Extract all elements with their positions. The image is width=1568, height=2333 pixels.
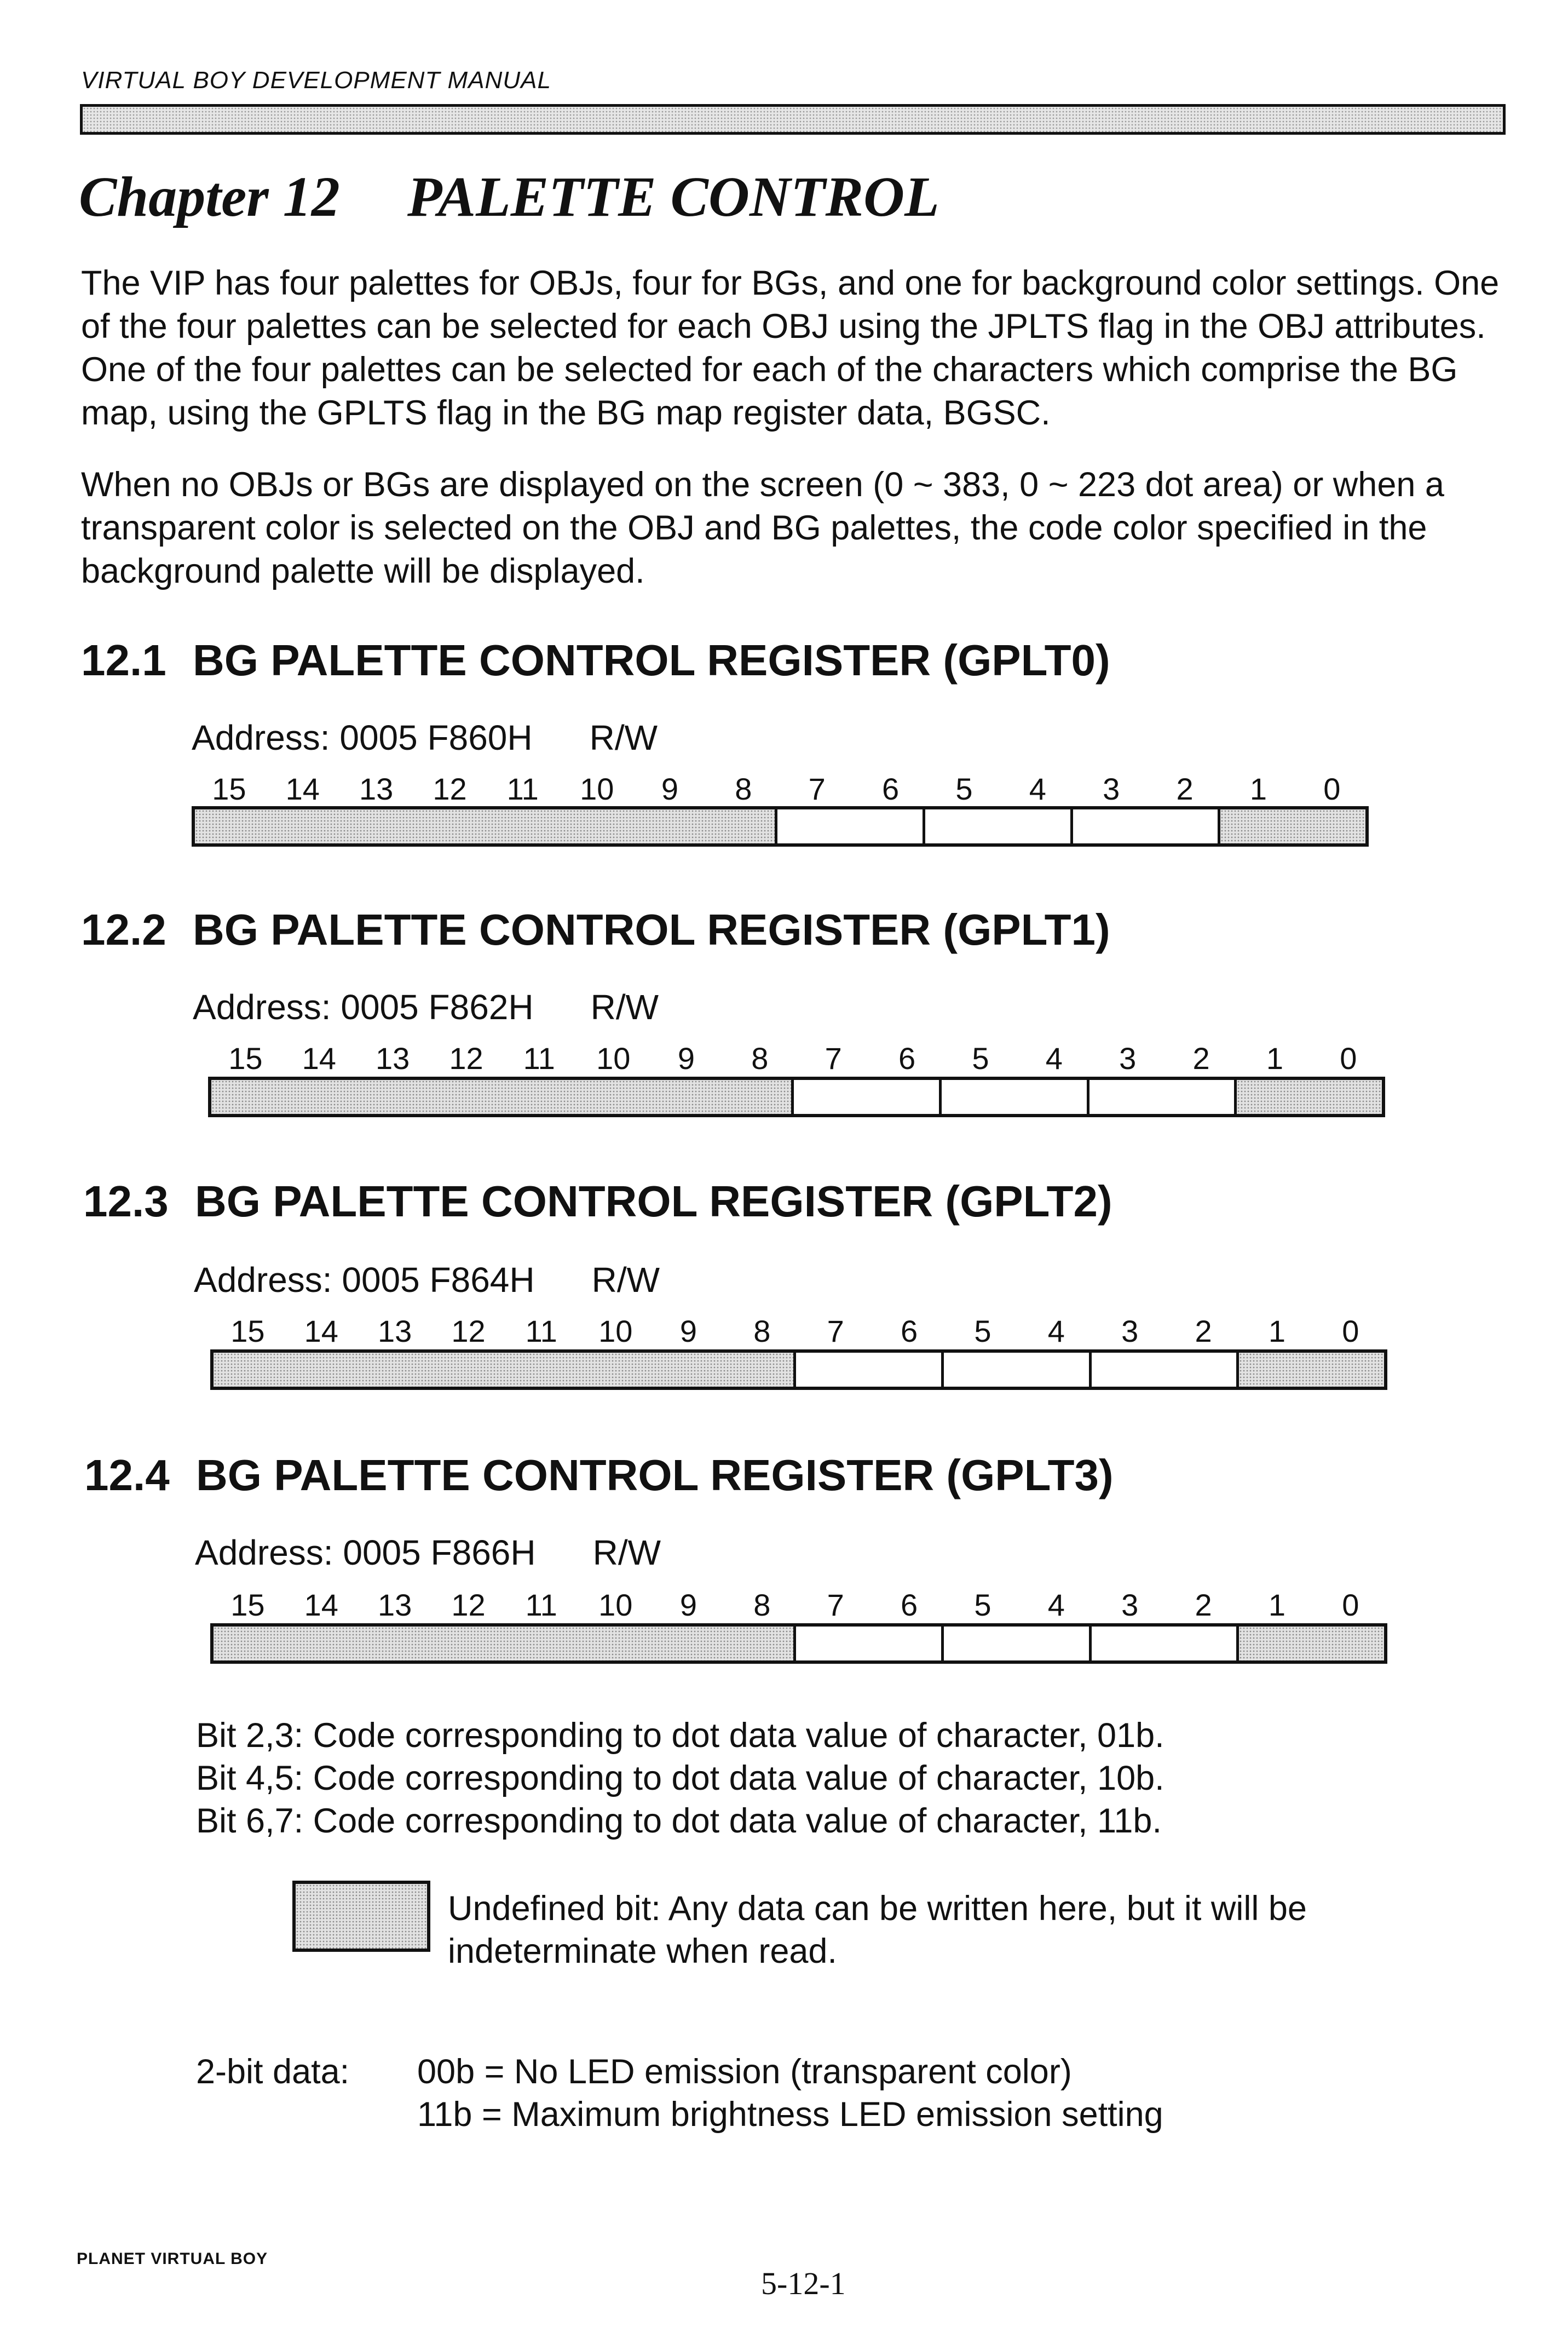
undefined-bits-15-8 <box>195 809 775 843</box>
bits-5-4-field <box>941 1353 1089 1387</box>
register-address <box>194 1260 660 1300</box>
bit-number: 5 <box>974 1314 991 1348</box>
register-diagram <box>192 806 1369 847</box>
bit-number: 10 <box>580 772 614 806</box>
bit-number: 2 <box>1195 1588 1212 1622</box>
bit-number: 13 <box>375 1041 410 1076</box>
bit-number: 0 <box>1342 1314 1359 1348</box>
bit-number: 13 <box>377 1588 412 1622</box>
bit-number: 0 <box>1342 1588 1359 1622</box>
register-diagram <box>210 1623 1387 1664</box>
bit-number: 7 <box>825 1041 842 1076</box>
bit-number-row <box>210 1313 1387 1346</box>
bit-number: 11 <box>523 1041 555 1076</box>
bit-number: 11 <box>525 1588 557 1622</box>
bit-number: 0 <box>1323 772 1341 806</box>
bit-number: 6 <box>881 772 900 806</box>
section-title: BG PALETTE CONTROL REGISTER (GPLT2) <box>195 1177 1112 1226</box>
intro-paragraph-1: The VIP has four palettes for OBJs, four for BGs, and one for background color settings. One of the four palettes can be selected for each OBJ using the JPLTS flag in the OBJ attributes. One of the four palettes can be selected for each of the characters which comprise the BG map, using the GPLTS flag in the BG map register data, BGSC. <box>81 264 1500 432</box>
bit-number: 9 <box>679 1314 697 1348</box>
bit-number: 5 <box>974 1588 991 1622</box>
bit-number: 7 <box>808 772 826 806</box>
bit-number: 1 <box>1268 1314 1286 1348</box>
bits-3-2-field <box>1089 1353 1237 1387</box>
access-mode: R/W <box>592 1533 661 1572</box>
bits-5-4-field <box>923 809 1070 843</box>
chapter-number: Chapter 12 <box>79 165 340 228</box>
bit-number: 10 <box>596 1041 631 1076</box>
bit-number: 10 <box>598 1314 633 1348</box>
bit-number: 15 <box>228 1041 263 1076</box>
chapter-title: PALETTE CONTROL <box>407 165 939 228</box>
address-value: Address: 0005 F864H <box>194 1260 535 1300</box>
access-mode: R/W <box>591 1260 660 1300</box>
bits-5-4-field <box>941 1627 1089 1660</box>
bit-number: 12 <box>451 1588 486 1622</box>
bit-number: 7 <box>827 1588 844 1622</box>
bits-7-6-field <box>791 1080 939 1114</box>
bit-number: 14 <box>285 772 320 806</box>
bit-number: 9 <box>679 1588 697 1622</box>
bit-number: 11 <box>525 1314 557 1348</box>
section-number: 12.3 <box>83 1177 169 1226</box>
bits-7-6-field <box>793 1353 941 1387</box>
bit-number: 1 <box>1266 1041 1284 1076</box>
bit-number: 6 <box>900 1588 918 1622</box>
bit-number: 0 <box>1340 1041 1357 1076</box>
header-rule <box>80 104 1506 135</box>
bit-number: 10 <box>598 1588 633 1622</box>
bit-number: 12 <box>433 772 467 806</box>
undefined-bits-15-8 <box>214 1353 793 1387</box>
bit-number: 2 <box>1176 772 1194 806</box>
address-value: Address: 0005 F862H <box>193 987 534 1027</box>
undefined-bits-1-0 <box>1236 1627 1384 1660</box>
bit-number: 5 <box>972 1041 989 1076</box>
undefined-bit-legend: Undefined bit: Any data can be written here, but it will be indeterminate when read. <box>448 1889 1307 1970</box>
bit-number: 1 <box>1268 1588 1286 1622</box>
bit-number: 4 <box>1029 772 1046 806</box>
bit-number: 7 <box>827 1314 844 1348</box>
section-title: BG PALETTE CONTROL REGISTER (GPLT1) <box>193 905 1110 954</box>
bits-3-2-field <box>1089 1627 1237 1660</box>
bit-number: 15 <box>212 772 246 806</box>
bit-number: 11 <box>506 772 539 806</box>
section-number: 12.2 <box>81 905 166 954</box>
bits-7-6-field <box>793 1627 941 1660</box>
section-heading <box>81 905 1110 955</box>
bits-5-4-field <box>939 1080 1087 1114</box>
bits-3-2-field <box>1087 1080 1235 1114</box>
bit-description: Bit 2,3: Code corresponding to dot data value of character, 01b. <box>196 1716 1165 1755</box>
bit-number: 8 <box>751 1041 769 1076</box>
bit-number: 12 <box>451 1314 486 1348</box>
bits-3-2-field <box>1070 809 1218 843</box>
bit-number: 4 <box>1047 1314 1065 1348</box>
bit-number: 15 <box>230 1588 265 1622</box>
footer-credit: PLANET VIRTUAL BOY <box>77 2250 268 2268</box>
register-address <box>195 1532 661 1573</box>
section-heading <box>84 1450 1114 1501</box>
bit-number: 3 <box>1121 1588 1139 1622</box>
register-diagram <box>208 1077 1385 1117</box>
register-address <box>192 717 658 758</box>
register-address <box>193 987 659 1027</box>
undefined-bits-15-8 <box>211 1080 791 1114</box>
bit-description: Bit 6,7: Code corresponding to dot data value of character, 11b. <box>196 1802 1162 1840</box>
address-value: Address: 0005 F860H <box>192 718 533 757</box>
register-diagram <box>210 1349 1387 1390</box>
access-mode: R/W <box>589 718 658 757</box>
bit-number: 2 <box>1195 1314 1212 1348</box>
section-number: 12.1 <box>81 636 166 685</box>
section-heading <box>81 635 1110 686</box>
bit-number: 6 <box>898 1041 916 1076</box>
undefined-bits-15-8 <box>214 1627 793 1660</box>
bit-number: 2 <box>1192 1041 1210 1076</box>
undefined-bit-swatch <box>292 1881 430 1952</box>
bit-number: 3 <box>1103 772 1120 806</box>
bit-number: 9 <box>677 1041 695 1076</box>
section-title: BG PALETTE CONTROL REGISTER (GPLT3) <box>196 1451 1114 1499</box>
undefined-bits-1-0 <box>1234 1080 1382 1114</box>
bit-number: 14 <box>304 1314 338 1348</box>
section-title: BG PALETTE CONTROL REGISTER (GPLT0) <box>193 636 1110 685</box>
bit-number: 14 <box>302 1041 336 1076</box>
bit-number: 4 <box>1047 1588 1065 1622</box>
bit-description: Bit 4,5: Code corresponding to dot data value of character, 10b. <box>196 1759 1165 1797</box>
bit-number: 5 <box>955 772 973 806</box>
two-bit-line-1: 00b = No LED emission (transparent color) <box>417 2053 1072 2091</box>
bits-7-6-field <box>775 809 923 843</box>
bit-number: 14 <box>304 1588 338 1622</box>
bit-number-row <box>210 1587 1387 1620</box>
bit-number: 1 <box>1249 772 1267 806</box>
chapter-heading <box>79 164 939 229</box>
bit-number: 8 <box>753 1588 771 1622</box>
page-number: 5-12-1 <box>761 2266 846 2301</box>
undefined-bits-1-0 <box>1218 809 1365 843</box>
bit-number: 3 <box>1121 1314 1139 1348</box>
bit-number: 4 <box>1045 1041 1063 1076</box>
address-value: Address: 0005 F866H <box>195 1533 536 1572</box>
bit-number: 9 <box>661 772 679 806</box>
bit-number: 13 <box>359 772 394 806</box>
two-bit-label: 2-bit data: <box>196 2053 350 2091</box>
running-header: VIRTUAL BOY DEVELOPMENT MANUAL <box>81 67 551 94</box>
section-heading <box>83 1176 1112 1227</box>
bit-number: 8 <box>753 1314 771 1348</box>
two-bit-line-2: 11b = Maximum brightness LED emission setting <box>417 2095 1163 2134</box>
bit-number-row <box>192 771 1369 804</box>
bit-number: 3 <box>1119 1041 1137 1076</box>
bit-number: 12 <box>449 1041 483 1076</box>
bit-number-row <box>208 1041 1385 1076</box>
section-number: 12.4 <box>84 1451 170 1499</box>
bit-number: 6 <box>900 1314 918 1348</box>
bit-number: 8 <box>735 772 752 806</box>
access-mode: R/W <box>590 987 659 1027</box>
undefined-bits-1-0 <box>1236 1353 1384 1387</box>
intro-paragraph-2: When no OBJs or BGs are displayed on the screen (0 ~ 383, 0 ~ 223 dot area) or when a transparent color is selected on the OBJ and BG palettes, the code color specified in the background palette will be displayed. <box>81 466 1444 590</box>
bit-number: 15 <box>230 1314 265 1348</box>
bit-number: 13 <box>377 1314 412 1348</box>
